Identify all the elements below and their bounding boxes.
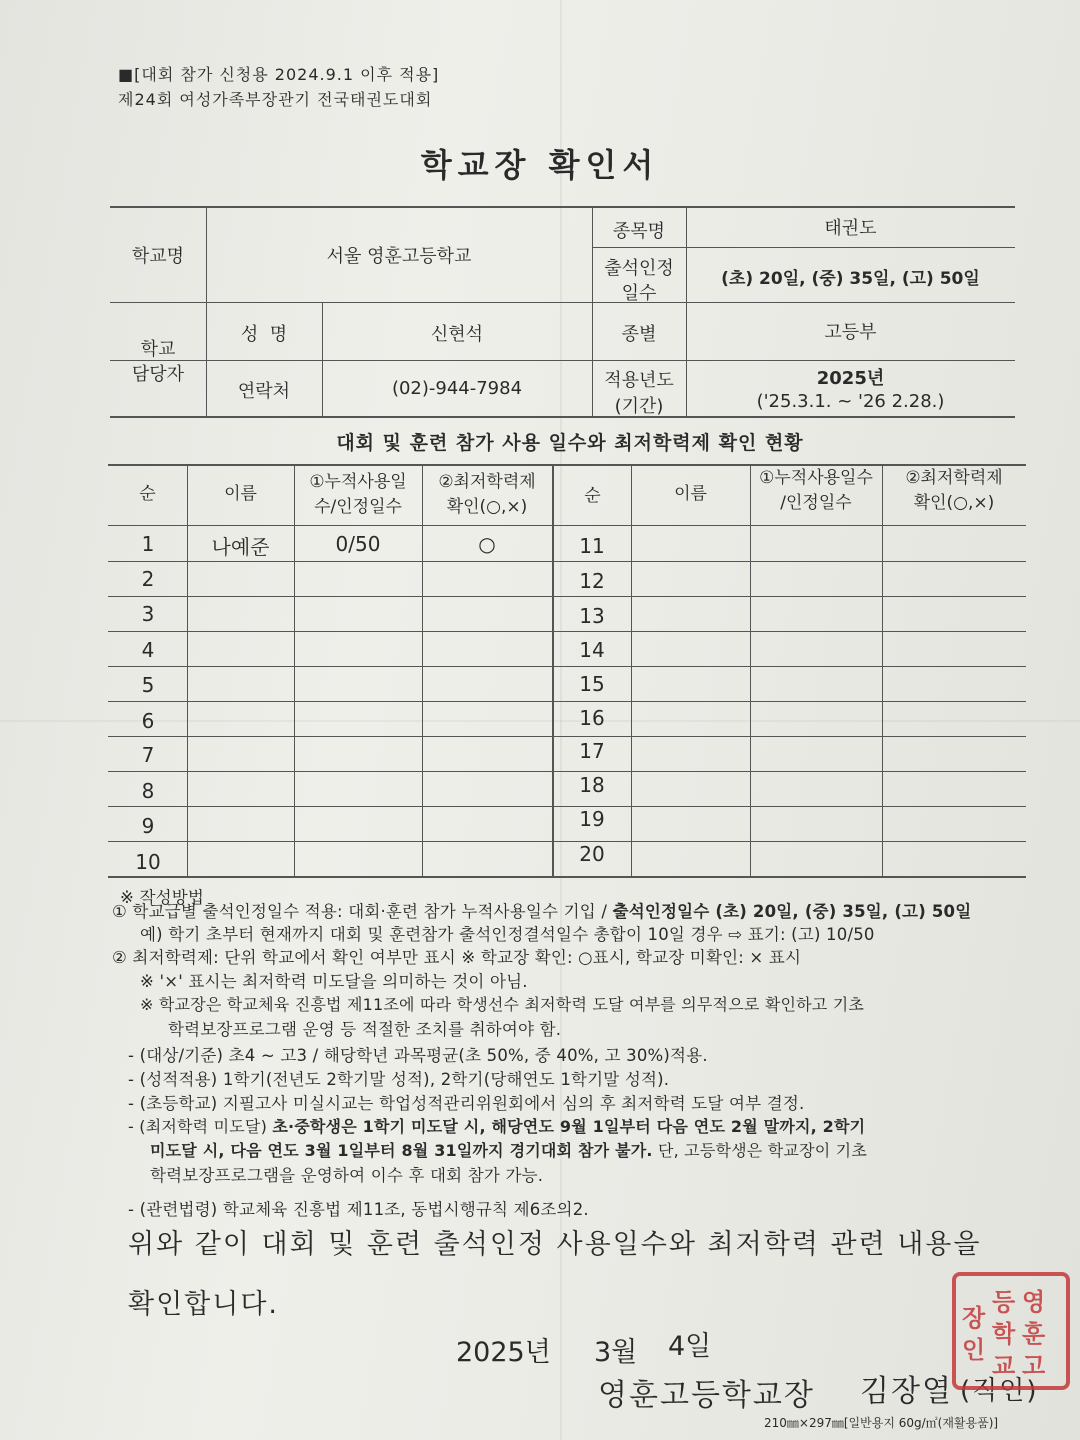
row-number-right: 16: [579, 706, 605, 730]
row-student-name: 나예준: [211, 535, 270, 559]
header-check: ②최저학력제 확인(○,×): [438, 472, 536, 517]
row-days: 0/50: [335, 532, 381, 556]
contact-value: (02)-944-7984: [391, 378, 523, 399]
header-event-name: 제24회 여성가족부장관기 전국태권도대회: [118, 90, 433, 109]
manager-label-1: 학교: [140, 339, 176, 360]
attend-label-1: 출석인정: [604, 258, 674, 279]
instruction-line: ② 최저학력제: 단위 학교에서 확인 여부만 표시 ※ 학교장 확인: ○표시, 학교장 미확인: × 표시: [112, 948, 802, 967]
row-number: 4: [141, 638, 155, 662]
event-label: 종목명: [612, 221, 666, 242]
instruction-line: ※ 학교장은 학교체육 진흥법 제11조에 따라 학생선수 최저학력 도달 여부를 의무적으로 확인하고 기초: [140, 995, 865, 1014]
contact-label: 연락처: [237, 381, 291, 402]
instruction-line: ① 학교급별 출석인정일수 적용: 대회·훈련 참가 누적사용일수 기입 / 출석인정일수 (초) 20일, (중) 35일, (고) 50일: [112, 902, 972, 921]
period-value: ('25.3.1. ~ '26 2.28.): [756, 391, 945, 412]
seal-mark: (직인): [960, 1376, 1039, 1406]
row-number-right: 18: [579, 773, 605, 797]
row-number-right: 19: [579, 807, 605, 831]
year-label-1: 적용년도: [604, 370, 674, 391]
row-number: 10: [135, 850, 161, 874]
division-label: 종별: [621, 324, 657, 345]
instruction-line: 예) 학기 초부터 현재까지 대회 및 훈련참가 출석인정결석일수 총합이 10일 경우 ⇨ 표기: (고) 10/50: [140, 925, 875, 944]
instruction-line: - (대상/기준) 초4 ~ 고3 / 해당학년 과목평균(초 50%, 중 40%, 고 30%)적용.: [128, 1046, 708, 1065]
principal-name: 김장열: [860, 1374, 953, 1409]
row-number: 6: [141, 709, 155, 733]
attend-label-2: 일수: [621, 283, 657, 304]
row-number: 3: [141, 602, 155, 626]
instruction-line: - (최저학력 미도달) 초·중학생은 1학기 미도달 시, 해당연도 9월 1일부터 다음 연도 2월 말까지, 2학기: [128, 1117, 866, 1136]
manager-label-2: 담당자: [131, 364, 185, 385]
row-number-right: 14: [579, 638, 605, 662]
date-day: 4일: [668, 1331, 712, 1362]
row-number: 7: [141, 743, 155, 767]
document-title: 학교장 확인서: [420, 146, 660, 184]
section-title: 대회 및 훈련 참가 사용 일수와 최저학력제 확인 현황: [336, 432, 804, 454]
instruction-line: 미도달 시, 다음 연도 3월 1일부터 8월 31일까지 경기대회 참가 불가. 단, 고등학생은 학교장이 기초: [150, 1141, 867, 1160]
instruction-line: ※ '×' 표시는 최저학력 미도달을 의미하는 것이 아님.: [140, 972, 528, 991]
instruction-line: 학력보장프로그램을 운영하여 이수 후 대회 참가 가능.: [150, 1166, 544, 1185]
school-label: 학교명: [131, 246, 185, 267]
row-number-right: 12: [579, 569, 605, 593]
header-days-right: ①누적사용일수 /인정일수: [759, 468, 873, 513]
school-value: 서울 영훈고등학교: [326, 246, 472, 267]
header-name: 이름: [224, 484, 257, 504]
instruction-line: - (관련법령) 학교체육 진흥법 제11조, 동법시행규칙 제6조의2.: [128, 1200, 589, 1219]
year-label-2: (기간): [614, 396, 664, 417]
paper-spec-footer: 210㎜×297㎜[일반용지 60g/㎡(재활용품)]: [764, 1416, 999, 1430]
header-no-right: 순: [584, 486, 601, 506]
name-label: 성 명: [240, 324, 288, 345]
instruction-line: - (초등학교) 지필고사 미실시교는 학업성적관리위원회에서 심의 후 최저학력 도달 여부 결정.: [128, 1094, 805, 1113]
row-check: ○: [478, 532, 496, 556]
name-value: 신현석: [430, 324, 484, 345]
attend-value: (초) 20일, (중) 35일, (고) 50일: [721, 269, 980, 289]
division-value: 고등부: [824, 322, 877, 343]
year-value: 2025년: [816, 368, 885, 389]
closing-statement: 위와 같이 대회 및 훈련 출석인정 사용일수와 최저학력 관련 내용을: [128, 1229, 982, 1260]
date-year: 2025년: [456, 1337, 551, 1368]
instruction-line: - (성적적용) 1학기(전년도 2학기말 성적), 2학기(당해연도 1학기말 성적).: [128, 1070, 670, 1089]
closing-statement-2: 확인합니다.: [128, 1289, 279, 1320]
row-number: 2: [141, 567, 155, 591]
event-value: 태권도: [824, 218, 877, 239]
official-seal-stamp: 영 훈 고 등 학 교 장 인: [952, 1272, 1070, 1390]
row-number: 5: [141, 673, 155, 697]
header-check-right: ②최저학력제 확인(○,×): [905, 468, 1003, 513]
instruction-line: 학력보장프로그램 운영 등 적절한 조치를 취하여야 함.: [168, 1020, 562, 1039]
row-number: 8: [141, 779, 155, 803]
row-number-right: 13: [579, 604, 605, 628]
row-number-right: 15: [579, 672, 605, 696]
header-notice: ■[대회 참가 신청용 2024.9.1 이후 적용]: [118, 65, 440, 84]
instructions-heading: ※ 작성방법: [120, 888, 205, 907]
date-month: 3월: [594, 1337, 638, 1368]
header-name-right: 이름: [674, 484, 707, 504]
row-number-right: 17: [579, 739, 605, 763]
row-number-right: 20: [579, 842, 605, 866]
row-number: 9: [141, 814, 155, 838]
row-number: 1: [141, 532, 155, 556]
principal-title: 영훈고등학교장: [598, 1378, 815, 1413]
row-number-right: 11: [579, 534, 605, 558]
header-days: ①누적사용일 수/인정일수: [309, 472, 407, 517]
header-no: 순: [139, 484, 156, 504]
